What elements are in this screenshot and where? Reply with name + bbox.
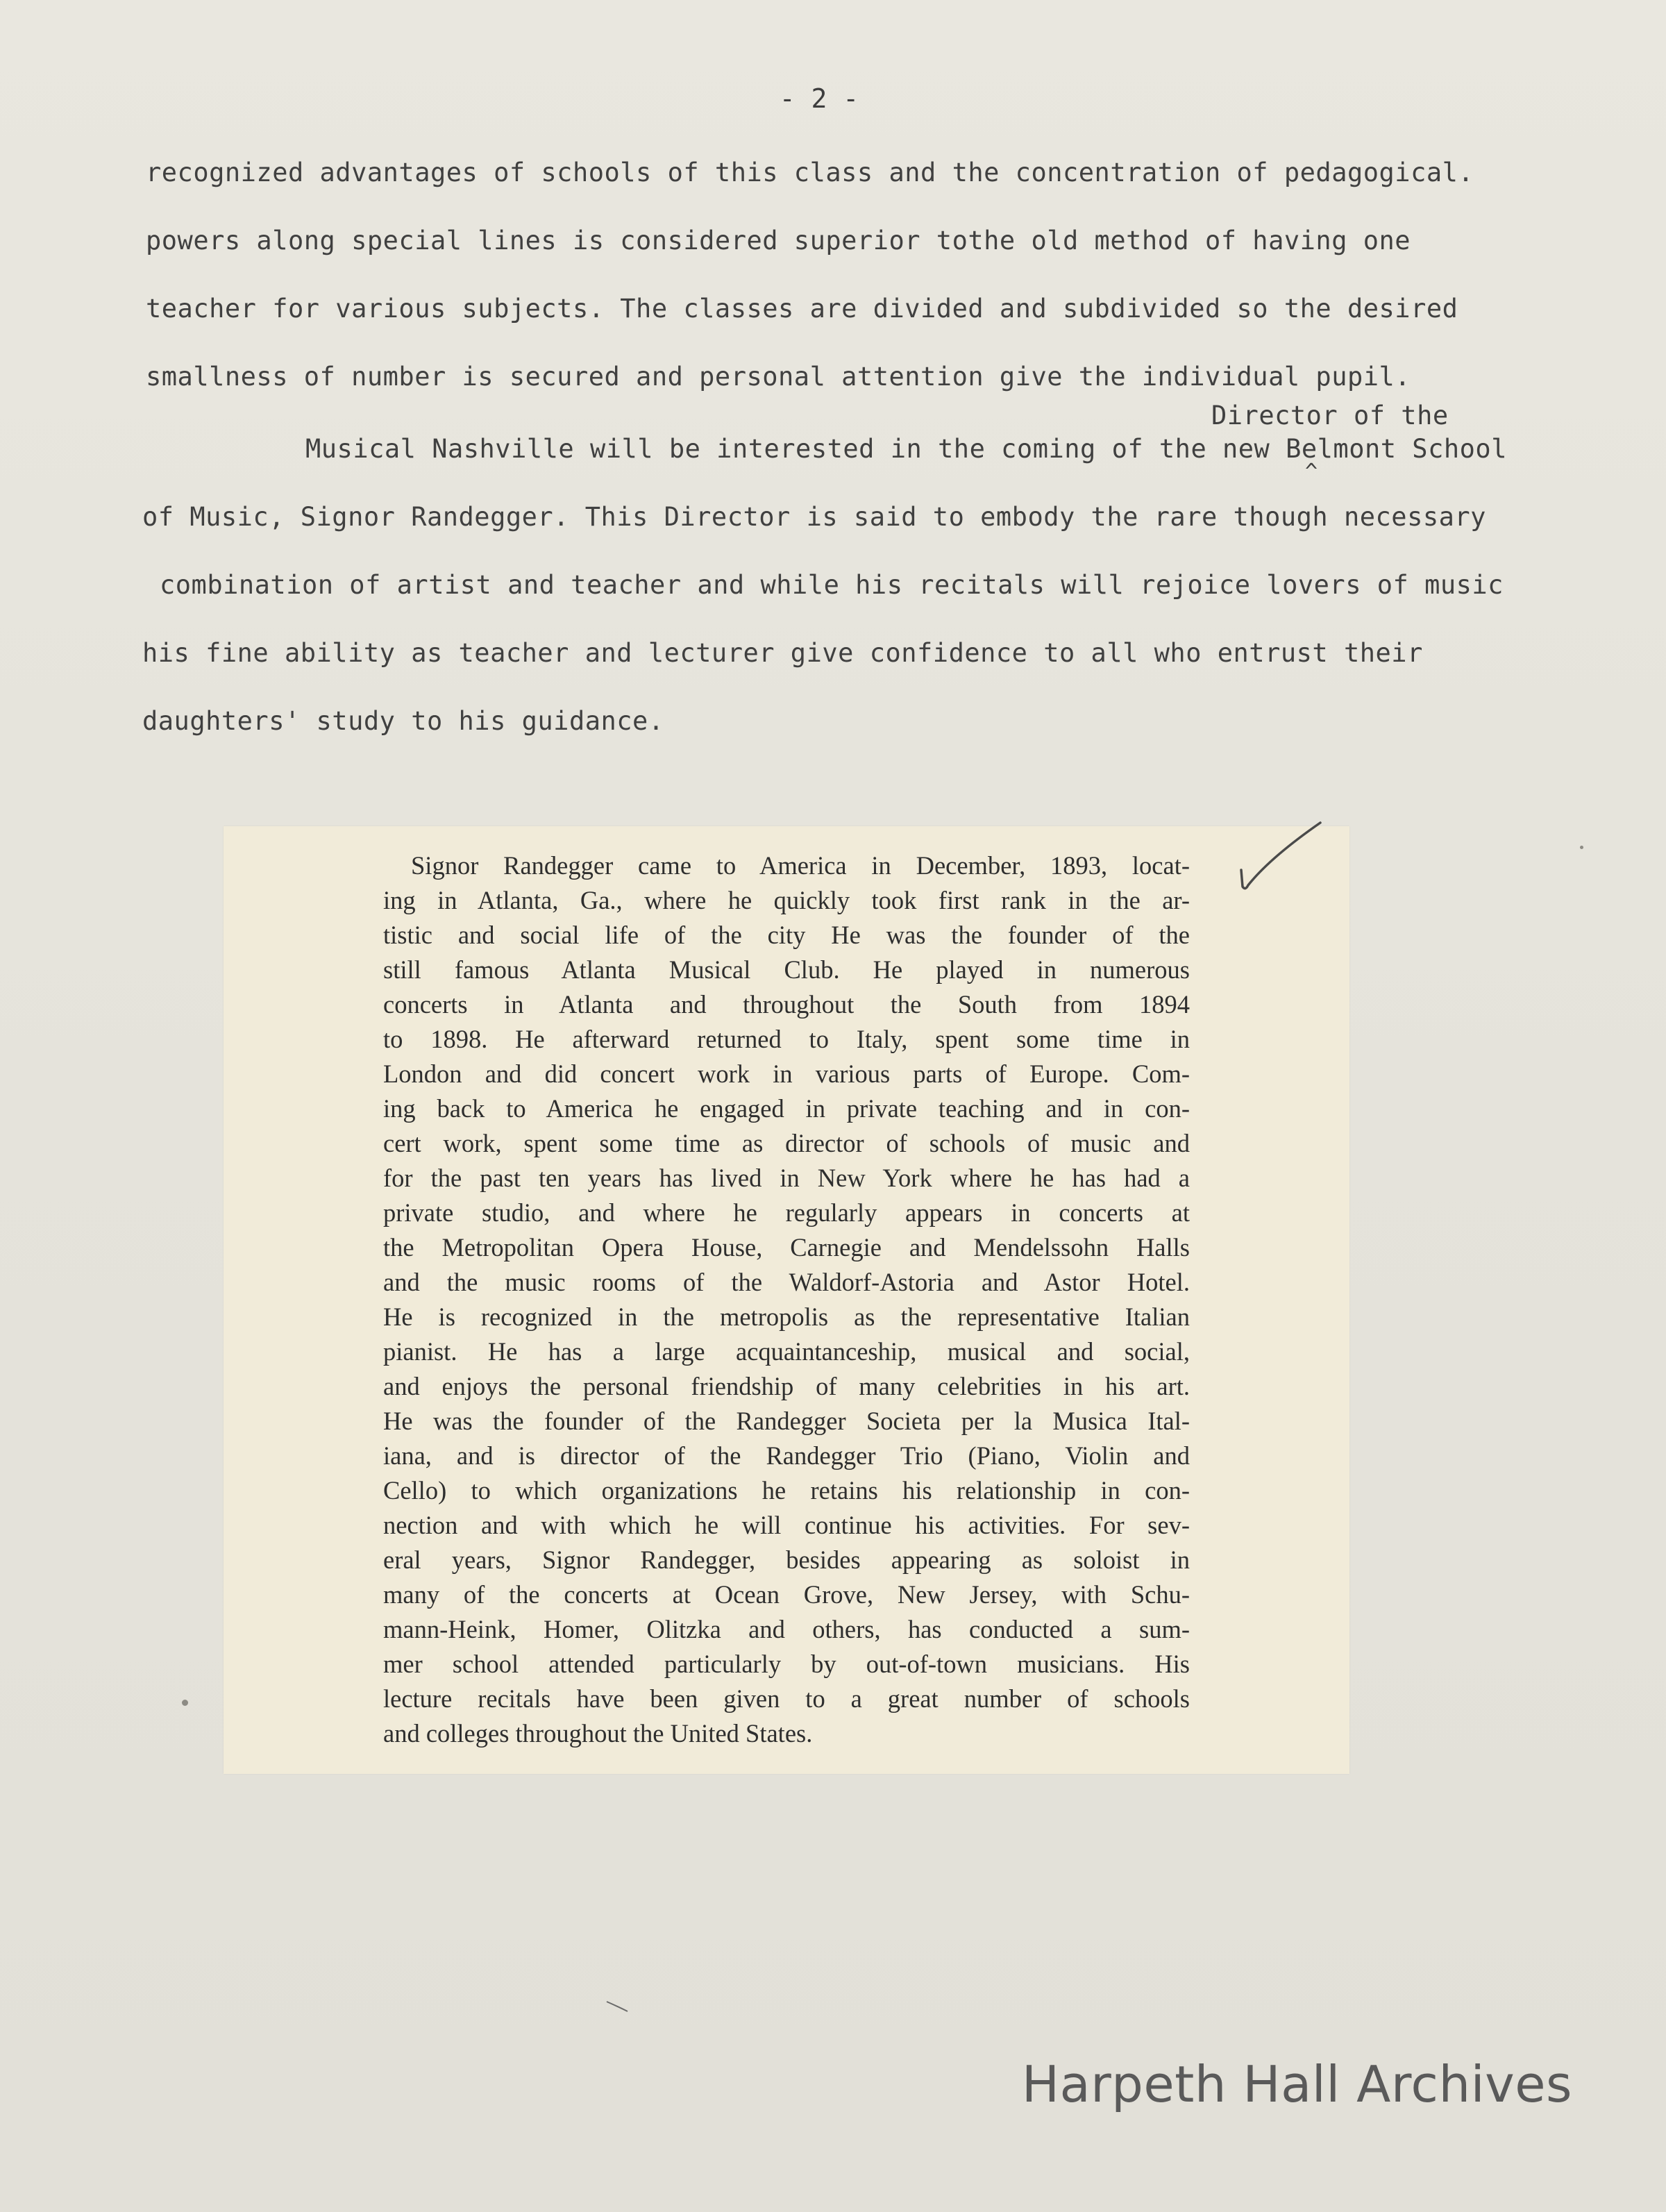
clipping-line: He was the founder of the Randegger Societa per la Musica Ital- (383, 1407, 1190, 1435)
clipping-line: lecture recitals have been given to a great number of schools (383, 1684, 1190, 1713)
clipping-line: concerts in Atlanta and throughout the South from 1894 (383, 990, 1190, 1019)
typed-line-1: recognized advantages of schools of this class and the concentration of pedagogical. (146, 158, 1474, 187)
typed-line-7: combination of artist and teacher and while his recitals will rejoice lovers of music (160, 570, 1504, 600)
typed-line-2: powers along special lines is considered superior tothe old method of having one (146, 226, 1411, 255)
page-number: - 2 - (779, 83, 859, 114)
clipping-line: mann-Heink, Homer, Olitzka and others, has conducted a sum- (383, 1615, 1190, 1643)
clipping-line: still famous Atlanta Musical Club. He played in numerous (383, 955, 1190, 984)
clipping-line: mer school attended particularly by out-of-town musicians. His (383, 1650, 1190, 1678)
checkmark-icon (1236, 816, 1326, 906)
newspaper-clipping (224, 826, 1349, 1774)
clipping-line: iana, and is director of the Randegger Trio (Piano, Violin and (383, 1441, 1190, 1470)
archive-watermark: Harpeth Hall Archives (1021, 2055, 1572, 2113)
clipping-line: eral years, Signor Randegger, besides appearing as soloist in (383, 1545, 1190, 1574)
clipping-line: and the music rooms of the Waldorf-Astoria and Astor Hotel. (383, 1268, 1190, 1296)
typed-line-4: smallness of number is secured and personal attention give the individual pupil. (146, 362, 1411, 392)
typed-line-3: teacher for various subjects. The classes are divided and subdivided so the desired (146, 294, 1458, 324)
pencil-mark-icon (605, 2000, 630, 2013)
clipping-line: London and did concert work in various parts of Europe. Com- (383, 1059, 1190, 1088)
typed-insertion-director: Director of the (1211, 401, 1449, 430)
clipping-line: for the past ten years has lived in New York where he has had a (383, 1164, 1190, 1192)
clipping-line: pianist. He has a large acquaintanceship, musical and social, (383, 1337, 1190, 1366)
clipping-line: tistic and social life of the city He was the founder of the (383, 921, 1190, 949)
clipping-line: the Metropolitan Opera House, Carnegie and Mendelssohn Halls (383, 1233, 1190, 1262)
clipping-text (383, 848, 1190, 1751)
clipping-line: Signor Randegger came to America in December, 1893, locat- (411, 851, 1190, 880)
clipping-line: private studio, and where he regularly appears in concerts at (383, 1198, 1190, 1227)
clipping-line: many of the concerts at Ocean Grove, New Jersey, with Schu- (383, 1580, 1190, 1609)
typed-line-5: Musical Nashville will be interested in the coming of the new Belmont School (305, 434, 1507, 464)
clipping-line: to 1898. He afterward returned to Italy, spent some time in (383, 1025, 1190, 1053)
paper-speck (182, 1700, 188, 1706)
clipping-line: ing in Atlanta, Ga., where he quickly took first rank in the ar- (383, 886, 1190, 914)
clipping-line: and colleges throughout the United States. (383, 1719, 813, 1748)
clipping-line: He is recognized in the metropolis as the representative Italian (383, 1302, 1190, 1331)
typed-line-9: daughters' study to his guidance. (142, 706, 664, 736)
clipping-line: and enjoys the personal friendship of many celebrities in his art. (383, 1372, 1190, 1400)
paper-speck (1580, 846, 1583, 849)
typed-line-6: of Music, Signor Randegger. This Director is said to embody the rare though necessary (142, 502, 1486, 532)
insertion-caret: ^ (1305, 460, 1318, 484)
clipping-line: ing back to America he engaged in private teaching and in con- (383, 1094, 1190, 1123)
clipping-line: nection and with which he will continue his activities. For sev- (383, 1511, 1190, 1539)
typed-line-8: his fine ability as teacher and lecturer give confidence to all who entrust their (142, 638, 1423, 668)
clipping-line: cert work, spent some time as director of schools of music and (383, 1129, 1190, 1157)
clipping-line: Cello) to which organizations he retains his relationship in con- (383, 1476, 1190, 1505)
